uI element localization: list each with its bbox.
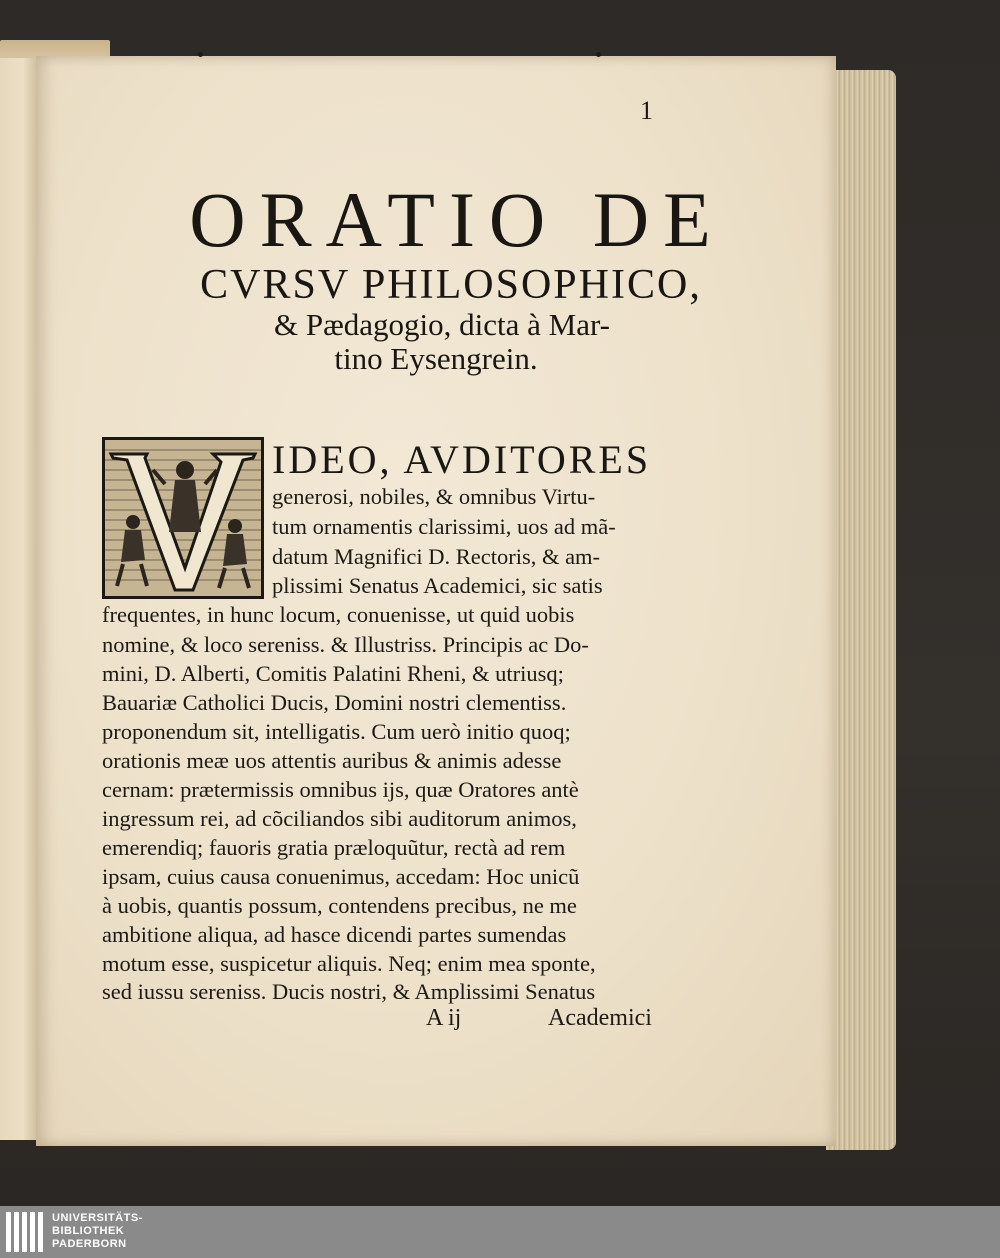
text-line: nomine, & loco sereniss. & Illustriss. Principis ac Do- [102,632,589,657]
library-name-line: BIBLIOTHEK [52,1225,125,1237]
title-line-1: ORATIO DE [189,176,725,263]
binding-hole [596,52,601,57]
library-name [52,1212,143,1251]
opening-heading: IDEO, AVDITORES [272,437,652,482]
library-logo-icon [6,1210,46,1254]
title-line-3: & Pædagogio, dicta à Mar- [273,307,610,342]
text-line: ipsam, cuius causa conuenimus, accedam: Hoc unicũ [102,864,580,889]
text-line: à uobis, quantis possum, contendens precibus, ne me [102,893,577,918]
text-line: ingressum rei, ad cõciliandos sibi auditorum animos, [102,806,577,831]
text-line: cernam: prætermissis omnibus ijs, quæ Oratores antè [102,777,579,802]
text-line: Bauariæ Catholici Ducis, Domini nostri clementiss. [102,690,567,715]
text-line: sed iussu sereniss. Ducis nostri, & Amplissimi Senatus [102,979,596,1004]
text-line: proponendum sit, intelligatis. Cum uerò initio quoq; [102,719,571,744]
binding-hole [198,52,203,57]
page-stack-edge [826,70,896,1150]
title-line-2: CVRSV PHILOSOPHICO, [200,262,702,308]
page-title [36,178,836,376]
text-line: frequentes, in hunc locum, conuenisse, ut quid uobis [102,602,575,627]
text-line: mini, D. Alberti, Comitis Palatini Rheni, & utriusq; [102,661,564,686]
text-line: ambitione aliqua, ad hasce dicendi partes sumendas [102,922,567,947]
library-name-line: UNIVERSITÄTS- [52,1212,143,1224]
library-footer [0,1206,1000,1258]
text-line: generosi, nobiles, & omnibus Virtu- [272,484,596,509]
library-name-line: PADERBORN [52,1238,127,1250]
title-line-4: tino Eysengrein. [334,341,538,376]
text-line: plissimi Senatus Academici, sic satis [272,573,603,598]
left-page-edge [0,58,39,1140]
decorated-initial [102,437,264,599]
text-line: tum ornamentis clarissimi, uos ad mã- [272,514,616,539]
text-line: datum Magnifici D. Rectoris, & am- [272,544,601,569]
signature-mark: A ij [426,1005,462,1031]
text-line: orationis meæ uos attentis auribus & animis adesse [102,748,562,773]
woodcut-initial-image [105,440,261,596]
text-line: emerendiq; fauoris gratia præloquũtur, rectà ad rem [102,835,566,860]
folio-number: 1 [640,96,653,125]
text-line: motum esse, suspicetur aliquis. Neq; enim mea sponte, [102,951,596,976]
catchword: Academici [548,1005,652,1031]
